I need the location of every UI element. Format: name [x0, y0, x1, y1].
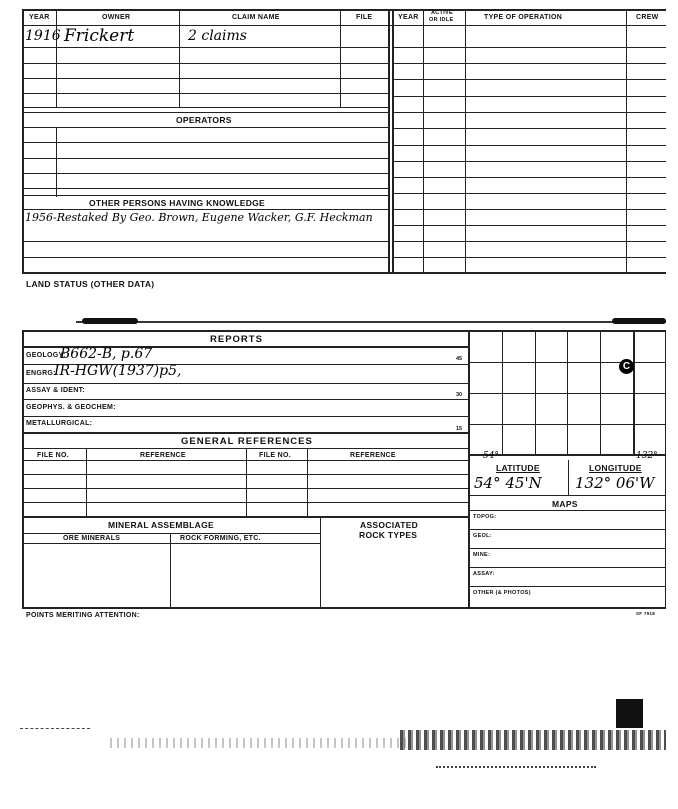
grid-line: [535, 330, 536, 454]
operators-top-line: [22, 112, 388, 113]
reports-title: REPORTS: [210, 334, 263, 345]
ops-row-line: [392, 145, 666, 146]
report-geology-label: GEOLOGY:: [26, 352, 66, 359]
grid-line: [468, 362, 666, 363]
ore-minerals-label: ORE MINERALS: [63, 535, 121, 542]
scale-mark-15: 15: [456, 426, 463, 432]
col-file-divider: [388, 9, 390, 273]
maps-row-line: [468, 529, 666, 530]
ops-row-line: [392, 128, 666, 129]
report-assay-label: ASSAY & IDENT:: [26, 387, 86, 394]
mineral-divider: [320, 516, 321, 608]
claim-location-marker: C: [619, 359, 634, 374]
lower-left-border: [22, 330, 24, 608]
gr-header-file-no-2: FILE NO.: [259, 452, 291, 459]
scan-artifact-line: [20, 728, 90, 729]
grid-line: [468, 393, 666, 394]
reports-bottom-line: [22, 432, 468, 434]
form-code: SF 7918: [636, 611, 656, 616]
gr-row-line: [22, 488, 468, 489]
top-border: [22, 9, 666, 11]
operators-row-line: [22, 142, 388, 143]
maps-topog-label: TOPOG:: [473, 514, 497, 520]
report-metallurgical-label: METALLURGICAL:: [26, 420, 93, 427]
land-status-label: LAND STATUS (OTHER DATA): [26, 279, 155, 289]
maps-row-line: [468, 586, 666, 587]
grid-latitude-mark: 54°: [483, 451, 499, 461]
scan-artifact-noise: [110, 738, 410, 748]
mineral-assemblage-title: MINERAL ASSEMBLAGE: [108, 520, 214, 530]
separator-rule: [76, 321, 666, 323]
header-type-of-operation: TYPE OF OPERATION: [484, 14, 563, 21]
owner-name-entry: Frickert: [64, 26, 135, 46]
report-engrg-value: IR-HGW(1937)p5,: [54, 363, 182, 379]
ink-smudge-left: [82, 318, 138, 324]
gr-header-reference: REFERENCE: [140, 452, 186, 459]
bottom-border: [22, 272, 666, 274]
ops-row-line: [392, 257, 666, 258]
gr-col-divider: [86, 448, 87, 516]
ops-row-line: [392, 225, 666, 226]
operators-row-line: [22, 158, 388, 159]
header-claim-name: CLAIM NAME: [232, 14, 280, 21]
report-geology-value: B662-B, p.67: [60, 346, 153, 362]
maps-geol-label: GEOL:: [473, 533, 492, 539]
owner-row-line: [22, 107, 388, 108]
ink-smudge-right: [612, 318, 666, 324]
scan-artifact-dots: [436, 766, 596, 768]
report-engrg-label: ENGRG:: [26, 370, 56, 377]
operators-label: OPERATORS: [176, 115, 232, 125]
maps-assay-label: ASSAY:: [473, 571, 495, 577]
gr-row-line: [22, 502, 468, 503]
gr-header-reference-2: REFERENCE: [350, 452, 396, 459]
maps-header-line: [468, 510, 666, 511]
associated-label: ASSOCIATED: [360, 520, 419, 530]
mineral-header-line: [22, 533, 320, 534]
scale-mark-30: 30: [456, 392, 463, 398]
scale-mark-45: 45: [456, 356, 463, 362]
other-persons-header-line: [22, 209, 388, 210]
grid-longitude-mark: 132°: [636, 451, 658, 461]
col-operation-divider: [626, 9, 627, 273]
owner-row-line: [22, 47, 388, 48]
owner-row-line: [22, 93, 388, 94]
scan-artifact-block: [616, 699, 643, 728]
grid-line: [502, 330, 503, 454]
header-active: ACTIVE: [431, 10, 453, 16]
rock-types-label: ROCK TYPES: [359, 530, 418, 540]
maps-row-line: [468, 548, 666, 549]
maps-mine-label: MINE:: [473, 552, 491, 558]
lower-bottom-border: [22, 607, 666, 609]
owner-row-line: [22, 78, 388, 79]
gr-col-divider: [246, 448, 247, 516]
gr-col-divider: [307, 448, 308, 516]
gr-bottom-line: [22, 516, 468, 518]
grid-line-bold: [633, 330, 635, 454]
col-year2-divider: [423, 9, 424, 273]
longitude-label: LONGITUDE: [589, 463, 642, 473]
header-file: FILE: [356, 14, 373, 21]
maps-row-line: [468, 567, 666, 568]
owner-year-entry: 1916: [25, 28, 61, 44]
ops-row-line: [392, 112, 666, 113]
other-persons-entry: 1956-Restaked By Geo. Brown, Eugene Wacker, G.F. Heckman: [25, 211, 373, 224]
latitude-label: LATITUDE: [496, 463, 540, 473]
mineral-subheader-line: [22, 543, 320, 544]
gr-header-file-no: FILE NO.: [37, 452, 69, 459]
grid-line: [468, 424, 666, 425]
reports-row-line: [22, 416, 468, 417]
gr-subheader-line: [22, 460, 468, 461]
col-file-divider-double: [392, 9, 394, 273]
left-border: [22, 9, 24, 273]
col-year-divider-2: [56, 127, 57, 197]
scan-artifact-band: [400, 730, 666, 750]
owner-row-line: [22, 63, 388, 64]
general-references-title: GENERAL REFERENCES: [181, 436, 313, 447]
other-persons-label: OTHER PERSONS HAVING KNOWLEDGE: [89, 198, 266, 208]
lat-long-bottom-line: [468, 495, 666, 496]
report-geophys-label: GEOPHYS. & GEOCHEM:: [26, 404, 116, 411]
operators-row-line: [22, 173, 388, 174]
reports-row-line: [22, 383, 468, 384]
operators-row-line: [22, 188, 388, 189]
ops-row-line: [392, 63, 666, 64]
longitude-value: 132° 06'W: [575, 474, 655, 492]
claim-name-entry: 2 claims: [188, 28, 247, 44]
ops-row-line: [392, 47, 666, 48]
header-or-idle: OR IDLE: [429, 17, 454, 23]
other-persons-row-line: [22, 241, 388, 242]
ops-row-line: [392, 161, 666, 162]
ops-row-line: [392, 79, 666, 80]
mineral-column-divider: [170, 533, 171, 608]
ops-row-line: [392, 177, 666, 178]
ops-row-line: [392, 241, 666, 242]
maps-title: MAPS: [552, 499, 578, 509]
general-references-header-line: [22, 448, 468, 449]
header-year: YEAR: [29, 14, 50, 21]
ops-row-line: [392, 96, 666, 97]
ops-row-line: [392, 193, 666, 194]
grid-line: [567, 330, 568, 454]
points-meriting-label: POINTS MERITING ATTENTION:: [26, 612, 140, 619]
maps-other-label: OTHER (& PHOTOS): [473, 590, 531, 596]
lat-long-divider: [568, 460, 569, 496]
grid-line: [600, 330, 601, 454]
other-persons-row-line: [22, 257, 388, 258]
latitude-value: 54° 45'N: [474, 474, 542, 492]
reports-row-line: [22, 399, 468, 400]
operators-header-line: [22, 127, 388, 128]
rock-forming-label: ROCK FORMING, ETC.: [180, 535, 261, 542]
ops-row-line: [392, 209, 666, 210]
other-persons-top-line: [22, 195, 388, 196]
gr-row-line: [22, 474, 468, 475]
header-owner: OWNER: [102, 14, 131, 21]
col-active-divider: [465, 9, 466, 273]
header-crew: CREW: [636, 14, 659, 21]
lower-top-border: [22, 330, 666, 332]
header-year-2: YEAR: [398, 14, 419, 21]
